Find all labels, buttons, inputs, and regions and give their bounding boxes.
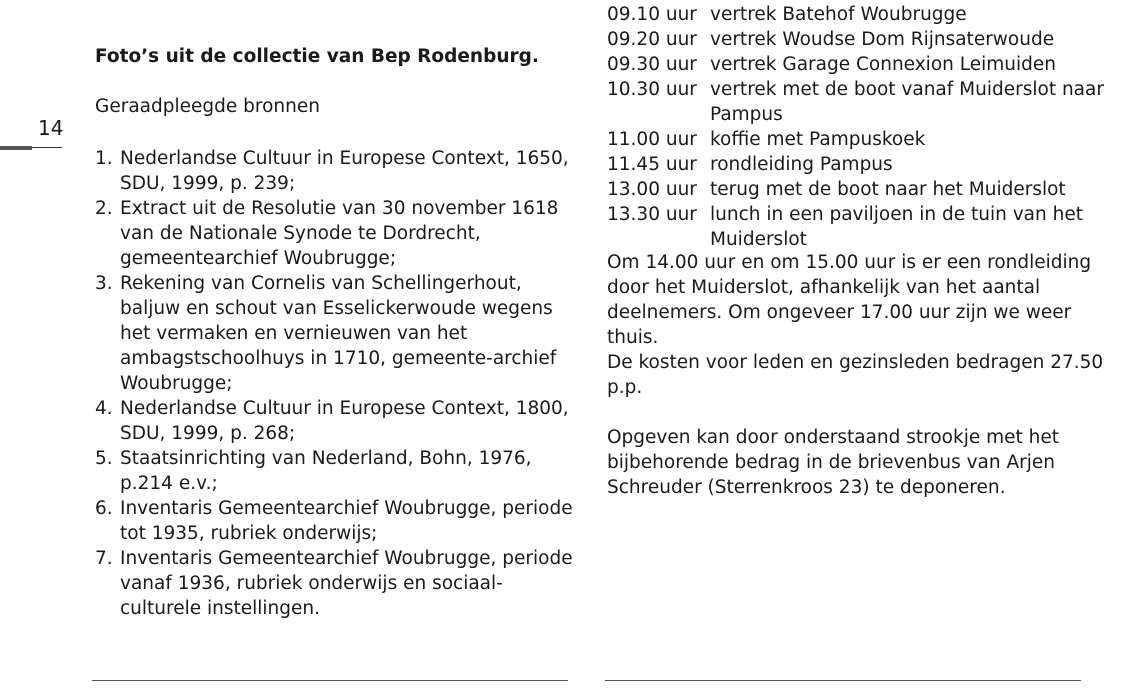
source-text: Rekening van Cornelis van Schellingerhout, baljuw en schout van Esselickerwoude wegens het vermaken en vernieuwen van het ambagstschoolhuys in 1710, gemeente-archief Woubrugge; — [120, 273, 557, 394]
schedule-desc: koffie met Pampuskoek — [710, 129, 926, 150]
source-item — [95, 196, 575, 271]
schedule-row — [607, 127, 1107, 152]
page-marker-line — [32, 147, 62, 148]
schedule-desc: terug met de boot naar het Muiderslot — [710, 179, 1066, 200]
schedule-desc: vertrek Garage Connexion Leimuiden — [710, 54, 1056, 75]
schedule-time: 09.30 uur — [607, 54, 697, 75]
source-number: 5. — [95, 448, 113, 469]
schedule-time: 11.45 uur — [607, 154, 697, 175]
schedule-desc: vertrek Woudse Dom Rijnsaterwoude — [710, 29, 1055, 50]
schedule-desc: lunch in een paviljoen in de tuin van het Muiderslot — [710, 204, 1083, 250]
source-text: Inventaris Gemeentearchief Woubrugge, periode vanaf 1936, rubriek onderwijs en sociaal-culturele instellingen. — [120, 548, 573, 619]
page-marker — [0, 146, 62, 150]
source-item — [95, 546, 575, 621]
schedule-time: 13.00 uur — [607, 179, 697, 200]
schedule-desc: vertrek met de boot vanaf Muiderslot naar Pampus — [710, 79, 1104, 125]
source-number: 3. — [95, 273, 113, 294]
schedule-time: 09.10 uur — [607, 4, 697, 25]
schedule-time: 10.30 uur — [607, 79, 697, 100]
source-item — [95, 271, 575, 396]
schedule-row — [607, 27, 1107, 52]
source-text: Inventaris Gemeentearchief Woubrugge, periode tot 1935, rubriek onderwijs; — [120, 498, 573, 544]
source-item — [95, 396, 575, 446]
schedule-row — [607, 152, 1107, 177]
source-text: Extract uit de Resolutie van 30 november 1618 van de Nationale Synode te Dordrecht, gemeentearchief Woubrugge; — [120, 198, 559, 269]
source-item — [95, 146, 575, 196]
schedule-row — [607, 2, 1107, 27]
source-number: 6. — [95, 498, 113, 519]
source-item — [95, 496, 575, 546]
schedule-desc: vertrek Batehof Woubrugge — [710, 4, 967, 25]
costs-paragraph: De kosten voor leden en gezinsleden bedragen 27.50 p.p. — [607, 352, 1104, 398]
source-number: 1. — [95, 148, 113, 169]
bottom-rule-right — [605, 680, 1081, 681]
source-text: Nederlandse Cultuur in Europese Context, 1800, SDU, 1999, p. 268; — [120, 398, 569, 444]
page-marker-bar — [0, 146, 32, 150]
source-number: 7. — [95, 548, 113, 569]
schedule-time: 11.00 uur — [607, 129, 697, 150]
schedule-row — [607, 52, 1107, 77]
photo-credit: Foto’s uit de collectie van Bep Rodenburg. — [95, 46, 539, 67]
page-number: 14 — [38, 116, 64, 140]
schedule-time: 13.30 uur — [607, 204, 697, 225]
sources-list — [95, 146, 575, 621]
trip-schedule — [607, 2, 1107, 252]
source-number: 2. — [95, 198, 113, 219]
schedule-time: 09.20 uur — [607, 29, 697, 50]
schedule-row — [607, 77, 1107, 127]
source-text: Nederlandse Cultuur in Europese Context, 1650, SDU, 1999, p. 239; — [120, 148, 569, 194]
source-number: 4. — [95, 398, 113, 419]
schedule-desc: rondleiding Pampus — [710, 154, 893, 175]
bottom-rule-left — [92, 680, 568, 681]
source-item — [95, 446, 575, 496]
sources-heading: Geraadpleegde bronnen — [95, 96, 320, 117]
schedule-row — [607, 202, 1107, 252]
source-text: Staatsinrichting van Nederland, Bohn, 1976, p.214 e.v.; — [120, 448, 532, 494]
tour-info-paragraph: Om 14.00 uur en om 15.00 uur is er een rondleiding door het Muiderslot, afhankelijk van het aantal deelnemers. Om ongeveer 17.00 uur zijn we weer thuis. — [607, 252, 1092, 348]
schedule-row — [607, 177, 1107, 202]
signup-paragraph: Opgeven kan door onderstaand strookje met het bijbehorende bedrag in de brievenbus van Arjen Schreuder (Sterrenkroos 23) te deponeren. — [607, 427, 1059, 498]
